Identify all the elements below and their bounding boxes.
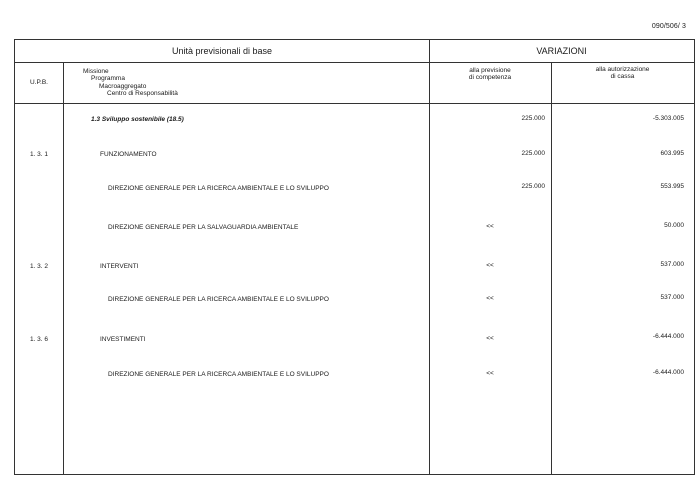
header-divider [15,62,694,63]
row-label: DIREZIONE GENERALE PER LA SALVAGUARDIA AMBIENTALE [108,224,299,231]
row-cassa: 537.000 [660,294,684,301]
row-label: INTERVENTI [100,263,139,270]
row-cassa: -5.303.005 [652,115,684,122]
upb-header: U.P.B. [30,79,48,86]
row-competenza: 225.000 [521,183,545,190]
hierarchy-centro: Centro di Responsabilità [107,90,178,98]
row-label: DIREZIONE GENERALE PER LA RICERCA AMBIENTALE E LO SVILUPPO [108,185,329,192]
hierarchy-programma: Programma [91,75,125,83]
row-competenza: << [486,370,494,377]
row-label: DIREZIONE GENERALE PER LA RICERCA AMBIENTALE E LO SVILUPPO [108,296,329,303]
row-competenza: << [486,223,494,230]
row-competenza: 225.000 [521,150,545,157]
row-competenza: 225.000 [521,115,545,122]
page-reference: 090/506/ 3 [651,23,686,30]
row-label: INVESTIMENTI [100,336,146,343]
hierarchy-header [83,68,178,98]
cassa-header [551,66,694,81]
variazioni-title: VARIAZIONI [536,46,587,56]
row-cassa: 603.995 [660,150,684,157]
row-upb: 1. 3. 6 [29,336,49,343]
hierarchy-macroaggregato: Macroaggregato [99,82,147,90]
row-competenza: << [486,335,494,342]
unita-previsionali-title: Unità previsionali di base [171,46,273,56]
row-competenza: << [486,295,494,302]
hierarchy-missione: Missione [83,68,109,75]
row-cassa: 553.995 [660,183,684,190]
competenza-cassa-divider [551,62,552,474]
row-upb: 1. 3. 1 [29,151,49,158]
competenza-header-line1: alla previsione [469,67,511,74]
row-cassa: 537.000 [660,261,684,268]
row-upb: 1. 3. 2 [29,263,49,270]
competenza-header [429,67,551,82]
header-bottom-rule [15,103,694,104]
cassa-header-line1: alla autorizzazione [595,66,650,73]
row-competenza: << [486,262,494,269]
row-cassa: -6.444.000 [652,369,684,376]
row-cassa: 50.000 [664,222,684,229]
variazioni-column-divider [429,40,430,474]
row-label: FUNZIONAMENTO [100,151,157,158]
competenza-header-line2: di competenza [468,74,512,82]
row-cassa: -6.444.000 [652,333,684,340]
row-label: 1.3 Sviluppo sostenibile (18.5) [91,116,184,123]
row-label: DIREZIONE GENERALE PER LA RICERCA AMBIENTALE E LO SVILUPPO [108,371,329,378]
upb-column-divider [63,62,64,474]
cassa-header-line2: di cassa [610,73,635,81]
budget-table [14,39,695,475]
